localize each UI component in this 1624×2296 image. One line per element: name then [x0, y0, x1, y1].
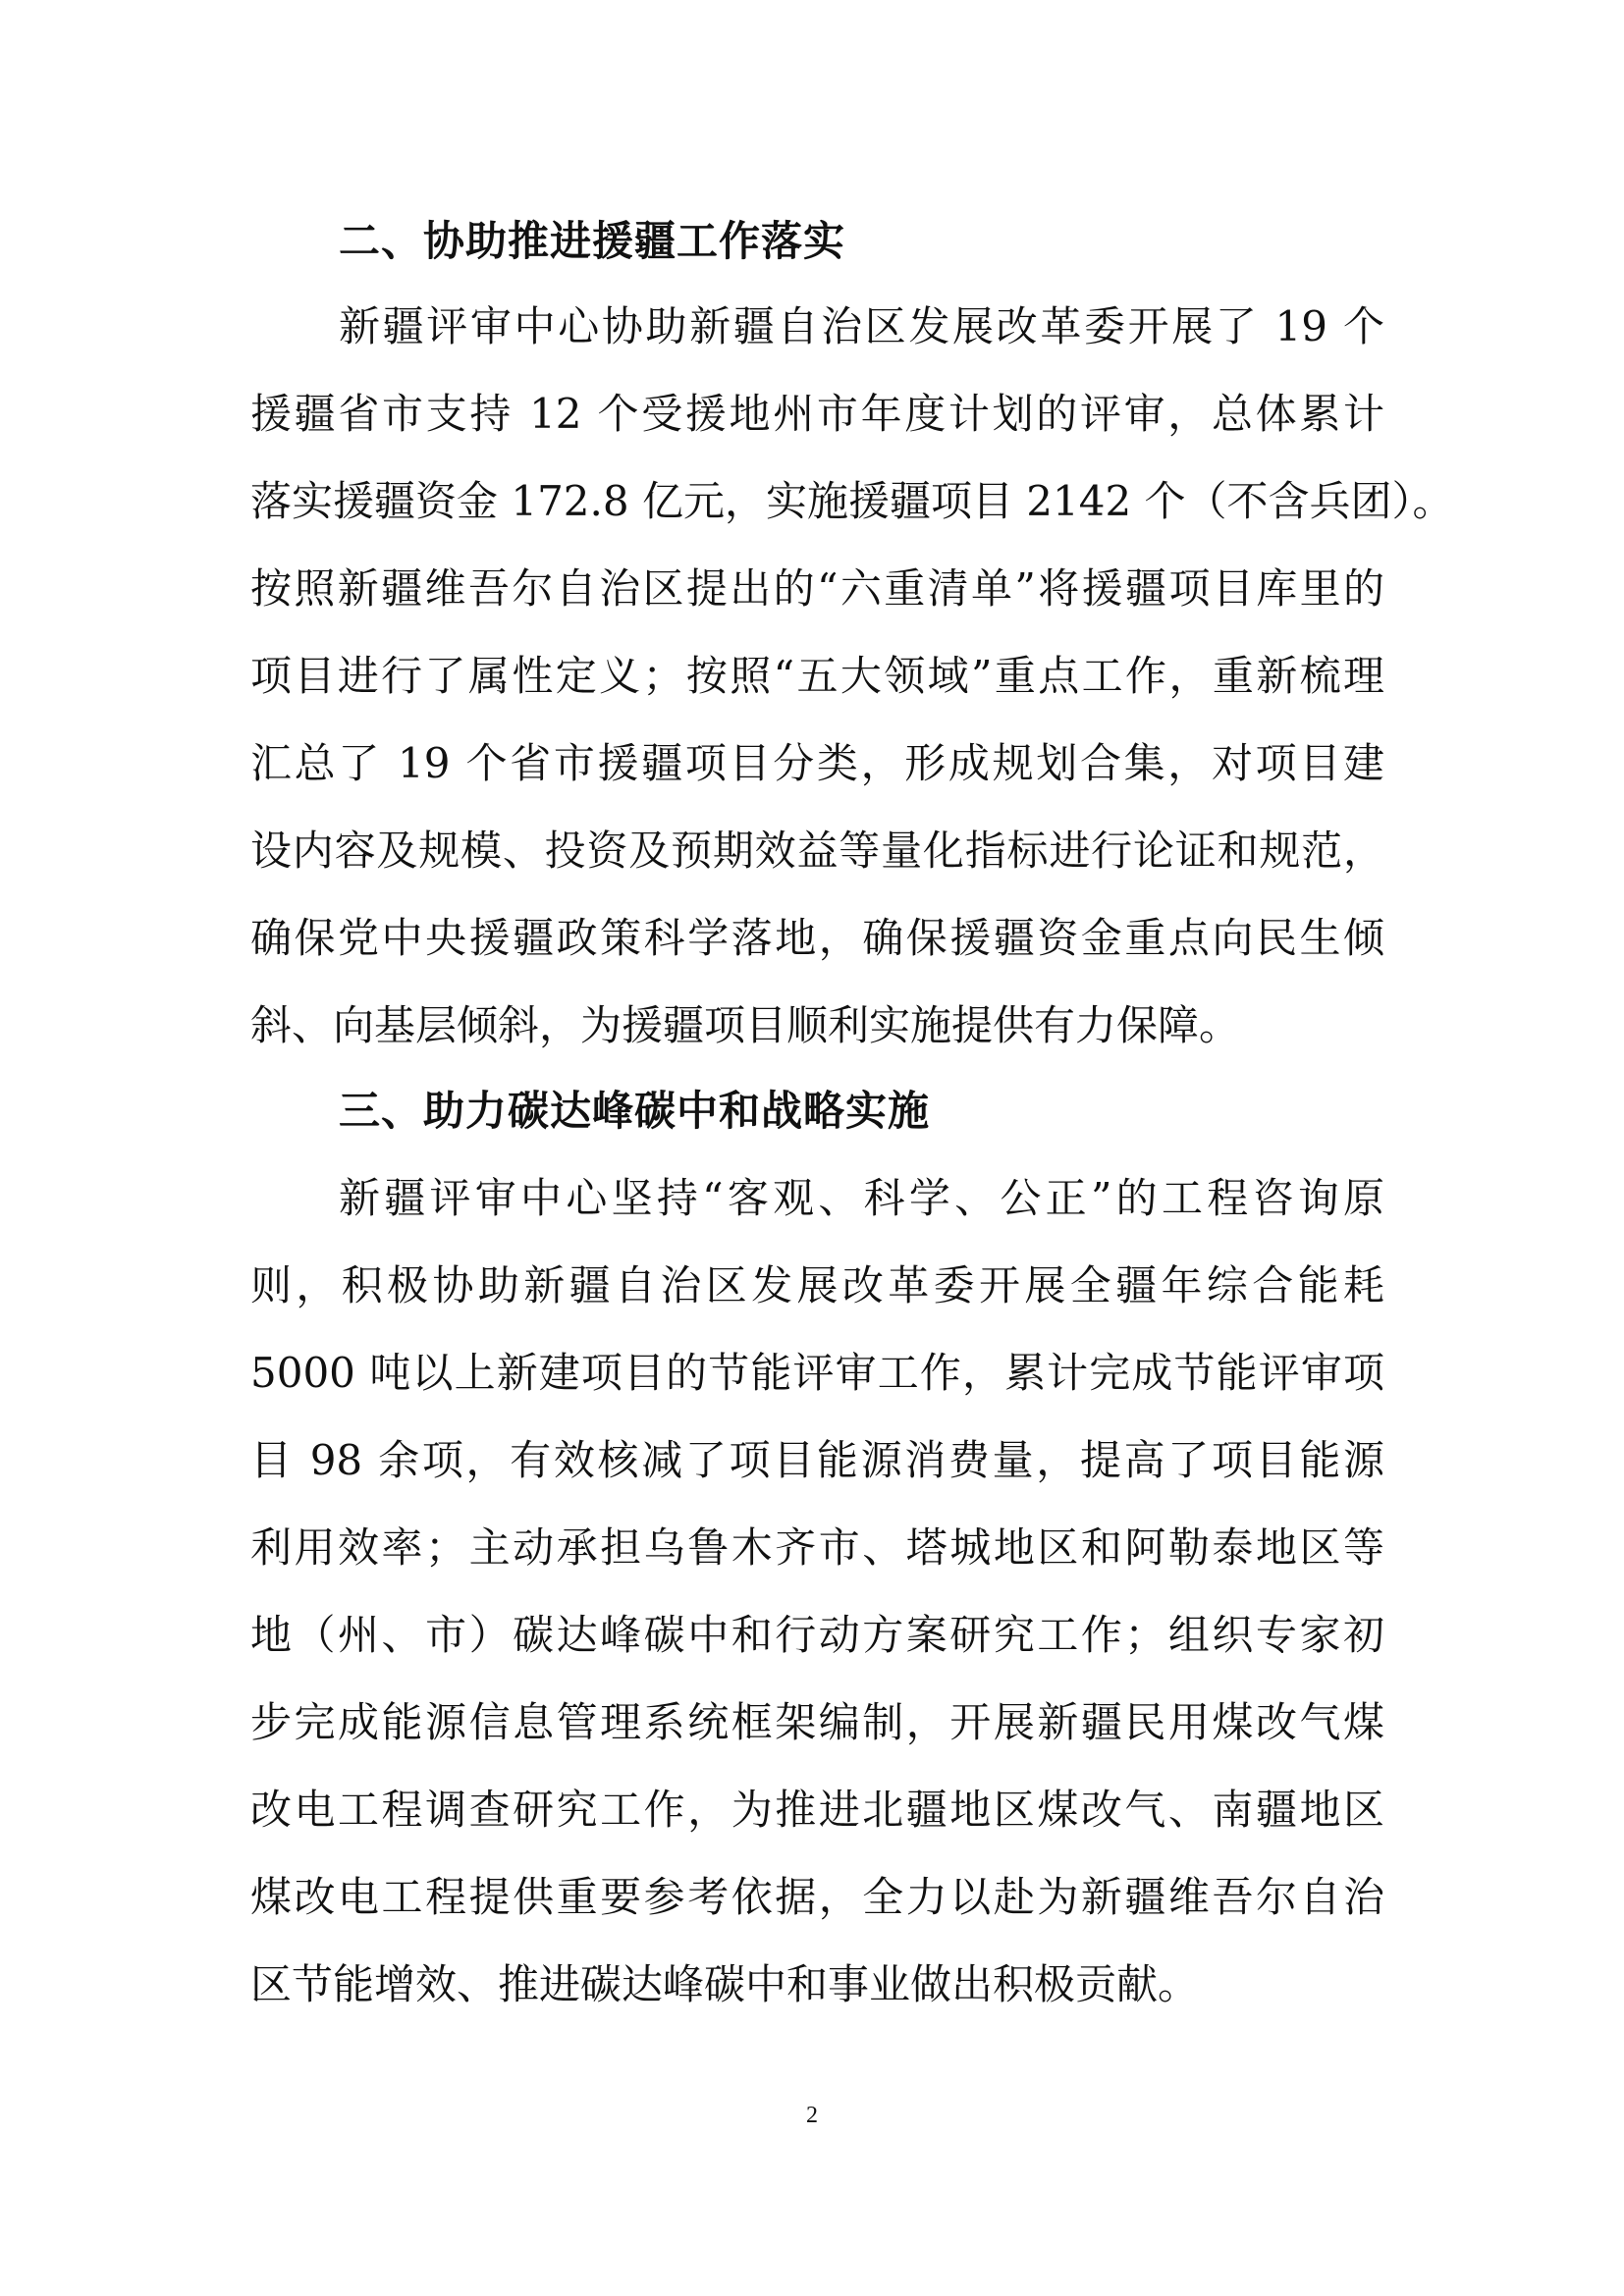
paragraph-line: 项目进行了属性定义；按照“五大领域”重点工作，重新梳理 [250, 652, 1384, 700]
paragraph-line: 斜、向基层倾斜，为援疆项目顺利实施提供有力保障。 [250, 1001, 1241, 1049]
paragraph-line: 设内容及规模、投资及预期效益等量化指标进行论证和规范， [250, 827, 1384, 875]
paragraph-line: 落实援疆资金 172.8 亿元，实施援疆项目 2142 个（不含兵团）。 [250, 477, 1454, 525]
paragraph-line: 5000 吨以上新建项目的节能评审工作，累计完成节能评审项 [250, 1349, 1384, 1397]
paragraph-line: 则，积极协助新疆自治区发展改革委开展全疆年综合能耗 [250, 1261, 1384, 1309]
paragraph-line: 步完成能源信息管理系统框架编制，开展新疆民用煤改气煤 [250, 1698, 1384, 1746]
paragraph-line: 援疆省市支持 12 个受援地州市年度计划的评审，总体累计 [250, 390, 1384, 438]
paragraph-line: 利用效率；主动承担乌鲁木齐市、塔城地区和阿勒泰地区等 [250, 1523, 1384, 1572]
paragraph-line: 按照新疆维吾尔自治区提出的“六重清单”将援疆项目库里的 [250, 564, 1384, 613]
paragraph-line: 新疆评审中心坚持“客观、科学、公正”的工程咨询原 [339, 1174, 1384, 1222]
paragraph-line: 新疆评审中心协助新疆自治区发展改革委开展了 19 个 [339, 302, 1384, 350]
paragraph-line: 目 98 余项，有效核减了项目能源消费量，提高了项目能源 [250, 1436, 1384, 1484]
paragraph-line: 改电工程调查研究工作，为推进北疆地区煤改气、南疆地区 [250, 1786, 1384, 1834]
paragraph-line: 地（州、市）碳达峰碳中和行动方案研究工作；组织专家初 [250, 1611, 1384, 1659]
section-heading: 二、协助推进援疆工作落实 [339, 217, 846, 265]
page-number: 2 [806, 2103, 818, 2128]
paragraph-line: 煤改电工程提供重要参考依据，全力以赴为新疆维吾尔自治 [250, 1873, 1384, 1921]
paragraph-line: 区节能增效、推进碳达峰碳中和事业做出积极贡献。 [250, 1960, 1200, 2008]
paragraph-line: 汇总了 19 个省市援疆项目分类，形成规划合集，对项目建 [250, 739, 1384, 787]
section-heading: 三、助力碳达峰碳中和战略实施 [339, 1087, 931, 1135]
paragraph-line: 确保党中央援疆政策科学落地，确保援疆资金重点向民生倾 [250, 914, 1384, 962]
